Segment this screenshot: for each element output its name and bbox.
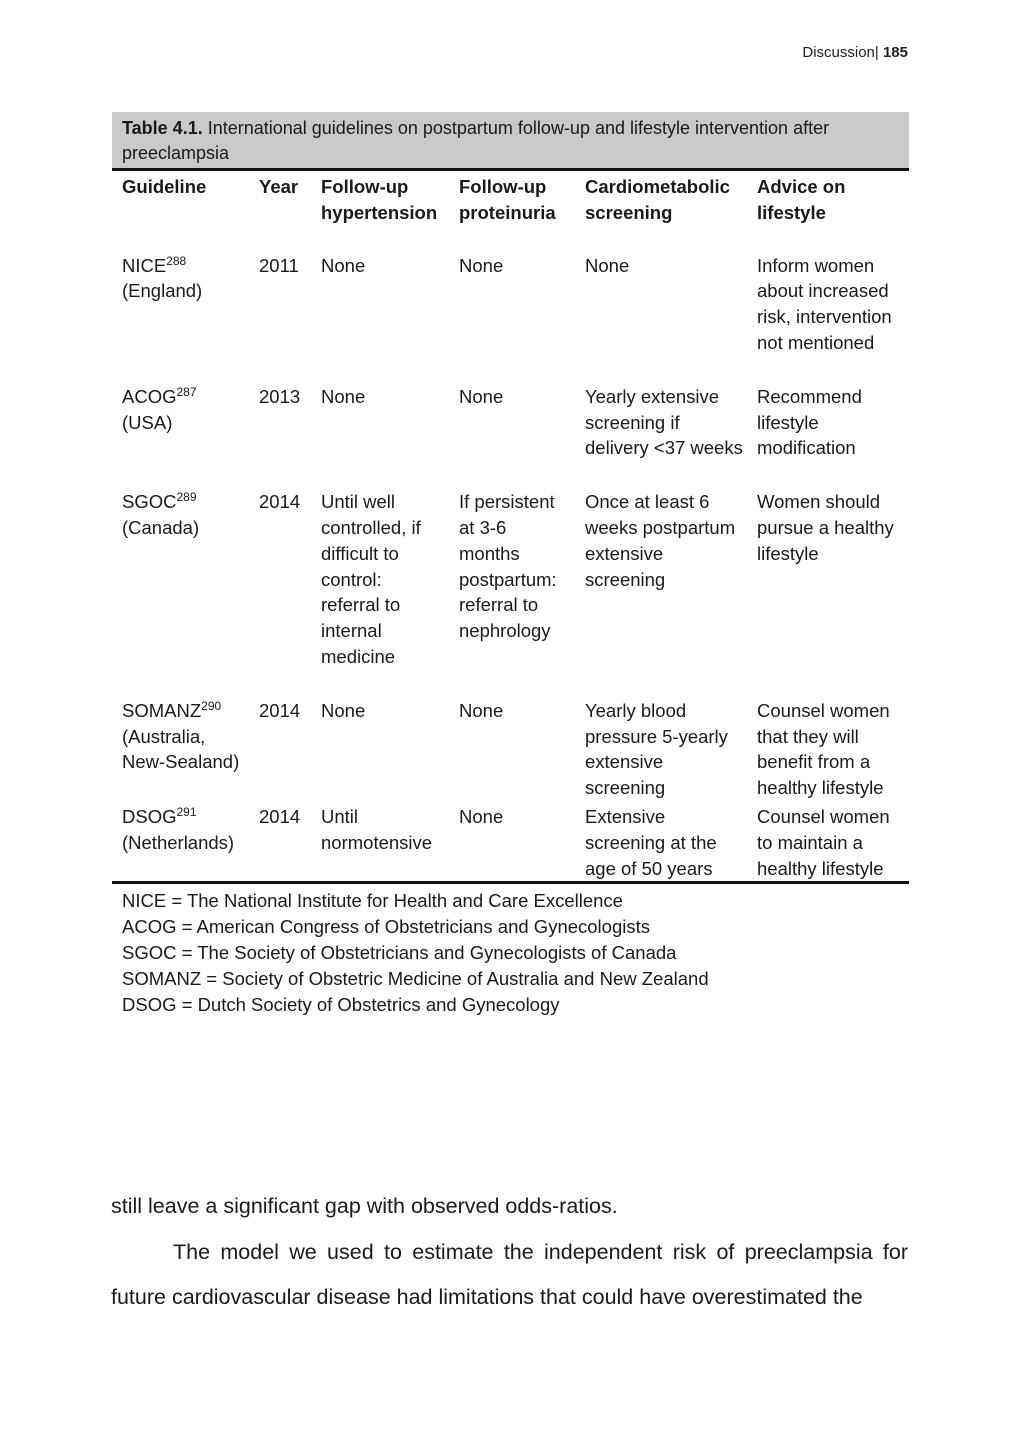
- hypertension-cell: None: [321, 699, 366, 721]
- col-header-proteinuria: Follow-up proteinuria: [459, 176, 556, 223]
- lifestyle-cell: Recommend lifestyle modification: [757, 385, 862, 459]
- footnote: NICE = The National Institute for Health and Care Excellence: [122, 890, 623, 912]
- lifestyle-cell: Counsel women that they will benefit from a healthy lifestyle: [757, 699, 890, 799]
- year-cell: 2014: [259, 699, 301, 721]
- guidelines-table: [112, 112, 909, 1021]
- body-text: [111, 1184, 908, 1321]
- year-cell: 2014: [249, 801, 311, 883]
- screening-cell: None: [585, 254, 630, 276]
- table-row: [112, 250, 909, 381]
- footnote: DSOG = Dutch Society of Obstetrics and Gynecology: [122, 993, 560, 1015]
- screening-cell: Once at least 6 weeks postpartum extensive screening: [585, 491, 736, 590]
- caption-label: Table 4.1.: [122, 118, 203, 138]
- guideline-cell: SOMANZ$^{290}$ (Australia, New-Sealand): [122, 698, 240, 773]
- table-row: [112, 695, 909, 801]
- header-row: [112, 171, 909, 250]
- table-footnotes: [112, 884, 909, 1021]
- lifestyle-cell: Counsel women to maintain a healthy lifestyle: [747, 801, 909, 883]
- footnote: ACOG = American Congress of Obstetricians and Gynecologists: [122, 916, 650, 938]
- hypertension-cell: None: [321, 385, 366, 407]
- caption-text: International guidelines on postpartum follow-up and lifestyle intervention after preeclampsia: [122, 118, 830, 163]
- screening-cell: Yearly extensive screening if delivery <37 weeks: [585, 385, 743, 459]
- col-header-guideline: Guideline: [122, 176, 207, 197]
- col-header-lifestyle: Advice on lifestyle: [757, 176, 846, 223]
- lifestyle-cell: Women should pursue a healthy lifestyle: [757, 491, 894, 564]
- proteinuria-cell: If persistent at 3-6 months postpartum: referral to nephrology: [459, 491, 557, 642]
- section-title: Discussion: [802, 44, 875, 61]
- table-row: [112, 801, 909, 883]
- guideline-cell: SGOC$^{289}$ (Canada): [122, 490, 200, 538]
- screening-cell: Extensive screening at the age of 50 years: [575, 801, 747, 883]
- proteinuria-cell: None: [459, 385, 504, 407]
- screening-cell: Yearly blood pressure 5-yearly extensive screening: [585, 699, 728, 799]
- guideline-cell: NICE$^{288}$ (England): [122, 253, 203, 302]
- paragraph: The model we used to estimate the independent risk of preeclampsia for future cardiovascular disease had limitations that could have overestimated the: [111, 1239, 908, 1309]
- guideline-cell: DSOG$^{291}$ (Netherlands): [112, 801, 249, 883]
- proteinuria-cell: None: [459, 699, 504, 721]
- year-cell: 2011: [259, 254, 299, 276]
- lifestyle-cell: Inform women about increased risk, intervention not mentioned: [757, 254, 892, 353]
- hypertension-cell: Until well controlled, if difficult to control: referral to internal medicine: [321, 491, 421, 667]
- proteinuria-cell: None: [449, 801, 575, 883]
- hypertension-cell: Until normotensive: [311, 801, 449, 883]
- year-cell: 2013: [259, 385, 301, 407]
- footnote: SOMANZ = Society of Obstetric Medicine of Australia and New Zealand: [122, 967, 709, 989]
- col-header-hypertension: Follow-up hypertension: [321, 176, 438, 223]
- footnote: SGOC = The Society of Obstetricians and Gynecologists of Canada: [122, 941, 677, 963]
- table-row: [112, 486, 909, 695]
- running-head: [802, 44, 908, 61]
- col-header-screening: Cardiometabolic screening: [585, 176, 730, 223]
- hypertension-cell: None: [321, 254, 366, 276]
- table-caption: [112, 112, 909, 171]
- table-row: [112, 381, 909, 486]
- year-cell: 2014: [259, 491, 301, 513]
- page-number: 185: [882, 44, 908, 61]
- col-header-year: Year: [259, 176, 299, 197]
- guideline-cell: ACOG$^{287}$ (USA): [122, 384, 197, 433]
- table-body: [112, 171, 909, 884]
- paragraph: still leave a significant gap with observed odds-ratios.: [111, 1194, 618, 1218]
- proteinuria-cell: None: [459, 254, 504, 276]
- separator: |: [874, 44, 879, 61]
